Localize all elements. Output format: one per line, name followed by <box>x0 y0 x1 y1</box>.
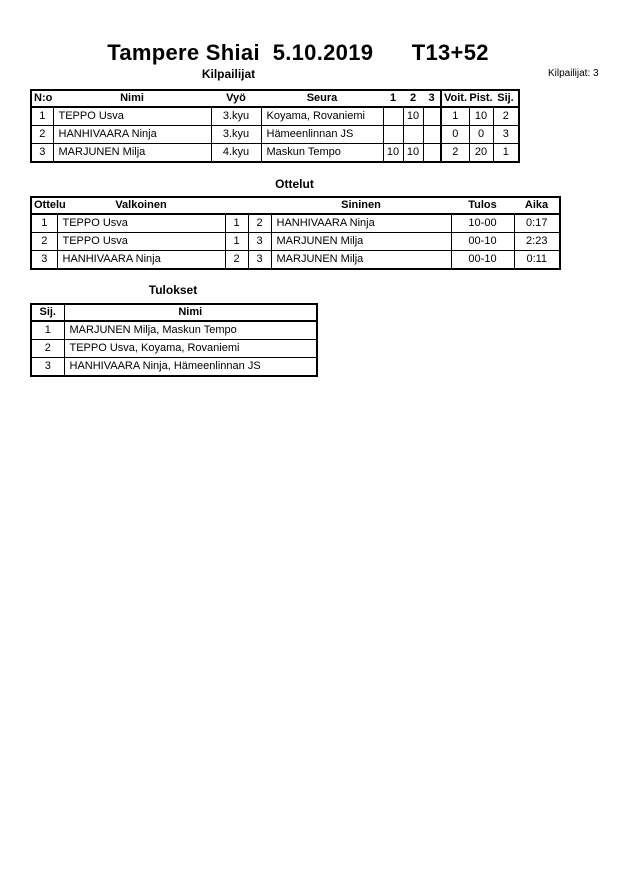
cell-white-name: HANHIVAARA Ninja <box>57 251 225 270</box>
cell-place: 1 <box>31 321 64 340</box>
cell-voit: 0 <box>441 126 469 144</box>
column-header-sij: Sij. <box>493 90 519 107</box>
cell-match2: 10 <box>403 107 423 126</box>
ottelut-row <box>31 233 560 251</box>
cell-time: 2:23 <box>514 233 560 251</box>
cell-nimi: MARJUNEN Milja <box>53 144 211 163</box>
cell-no: 2 <box>31 126 53 144</box>
cell-place: 3 <box>31 358 64 377</box>
column-header-no: N:o <box>31 90 53 107</box>
cell-white-no: 1 <box>225 214 248 233</box>
cell-sij: 1 <box>493 144 519 163</box>
page-title: Tampere Shiai 5.10.2019 T13+52 <box>107 40 489 65</box>
cell-white-no: 1 <box>225 233 248 251</box>
cell-voit: 2 <box>441 144 469 163</box>
cell-pist: 20 <box>469 144 493 163</box>
competitors-count-label: Kilpailijat: 3 <box>548 68 599 79</box>
tulokset-row <box>31 340 317 358</box>
column-header-valkoinen: Valkoinen <box>57 197 225 214</box>
cell-blue-name: HANHIVAARA Ninja <box>271 214 451 233</box>
cell-nimi: TEPPO Usva <box>53 107 211 126</box>
ottelut-row <box>31 214 560 233</box>
cell-match-no: 3 <box>31 251 57 270</box>
tulokset-table <box>30 303 318 377</box>
cell-result: 00-10 <box>451 233 514 251</box>
cell-blue-no: 3 <box>248 233 271 251</box>
cell-blue-no: 2 <box>248 214 271 233</box>
cell-time: 0:11 <box>514 251 560 270</box>
column-header-pist: Pist. <box>469 90 493 107</box>
cell-no: 1 <box>31 107 53 126</box>
column-header-vyo: Vyö <box>211 90 261 107</box>
cell-result: 00-10 <box>451 251 514 270</box>
cell-blue-name: MARJUNEN Milja <box>271 251 451 270</box>
cell-blue-name: MARJUNEN Milja <box>271 233 451 251</box>
column-header-aika: Aika <box>514 197 560 214</box>
cell-match-no: 1 <box>31 214 57 233</box>
cell-result: 10-00 <box>451 214 514 233</box>
cell-sij: 3 <box>493 126 519 144</box>
column-header-spacer2 <box>248 197 271 214</box>
ottelut-row <box>31 251 560 270</box>
kilpailijat-row <box>31 144 519 163</box>
column-header-match1: 1 <box>383 90 403 107</box>
cell-match2: 10 <box>403 144 423 163</box>
kilpailijat-table <box>30 89 520 163</box>
tulokset-header-row <box>31 304 317 321</box>
column-header-nimi: Nimi <box>53 90 211 107</box>
column-header-ottelu: Ottelu <box>31 197 57 214</box>
column-header-match2: 2 <box>403 90 423 107</box>
cell-white-name: TEPPO Usva <box>57 233 225 251</box>
cell-match3 <box>423 107 441 126</box>
cell-seura: Koyama, Rovaniemi <box>261 107 383 126</box>
ottelut-table <box>30 196 561 270</box>
column-header-voit: Voit. <box>441 90 469 107</box>
cell-place: 2 <box>31 340 64 358</box>
cell-no: 3 <box>31 144 53 163</box>
column-header-seura: Seura <box>261 90 383 107</box>
cell-vyo: 3.kyu <box>211 107 261 126</box>
cell-vyo: 4.kyu <box>211 144 261 163</box>
cell-match-no: 2 <box>31 233 57 251</box>
section-title-ottelut: Ottelut <box>275 177 314 191</box>
cell-vyo: 3.kyu <box>211 126 261 144</box>
cell-pist: 10 <box>469 107 493 126</box>
kilpailijat-header-row <box>31 90 519 107</box>
cell-match1 <box>383 107 403 126</box>
cell-time: 0:17 <box>514 214 560 233</box>
cell-name-club: TEPPO Usva, Koyama, Rovaniemi <box>64 340 317 358</box>
column-header-match3: 3 <box>423 90 441 107</box>
tulokset-row <box>31 358 317 377</box>
cell-pist: 0 <box>469 126 493 144</box>
column-header-tulos: Tulos <box>451 197 514 214</box>
kilpailijat-row <box>31 107 519 126</box>
column-header-sininen: Sininen <box>271 197 451 214</box>
cell-match3 <box>423 126 441 144</box>
cell-voit: 1 <box>441 107 469 126</box>
tulokset-row <box>31 321 317 340</box>
cell-nimi: HANHIVAARA Ninja <box>53 126 211 144</box>
cell-seura: Hämeenlinnan JS <box>261 126 383 144</box>
cell-match2 <box>403 126 423 144</box>
cell-white-name: TEPPO Usva <box>57 214 225 233</box>
cell-match1: 10 <box>383 144 403 163</box>
cell-name-club: MARJUNEN Milja, Maskun Tempo <box>64 321 317 340</box>
cell-blue-no: 3 <box>248 251 271 270</box>
column-header-sij: Sij. <box>31 304 64 321</box>
ottelut-header-row <box>31 197 560 214</box>
cell-name-club: HANHIVAARA Ninja, Hämeenlinnan JS <box>64 358 317 377</box>
column-header-spacer1 <box>225 197 248 214</box>
column-header-nimi: Nimi <box>64 304 317 321</box>
kilpailijat-row <box>31 126 519 144</box>
cell-match3 <box>423 144 441 163</box>
cell-white-no: 2 <box>225 251 248 270</box>
cell-match1 <box>383 126 403 144</box>
cell-sij: 2 <box>493 107 519 126</box>
section-title-tulokset: Tulokset <box>148 283 198 297</box>
cell-seura: Maskun Tempo <box>261 144 383 163</box>
section-title-kilpailijat: Kilpailijat <box>201 67 256 81</box>
